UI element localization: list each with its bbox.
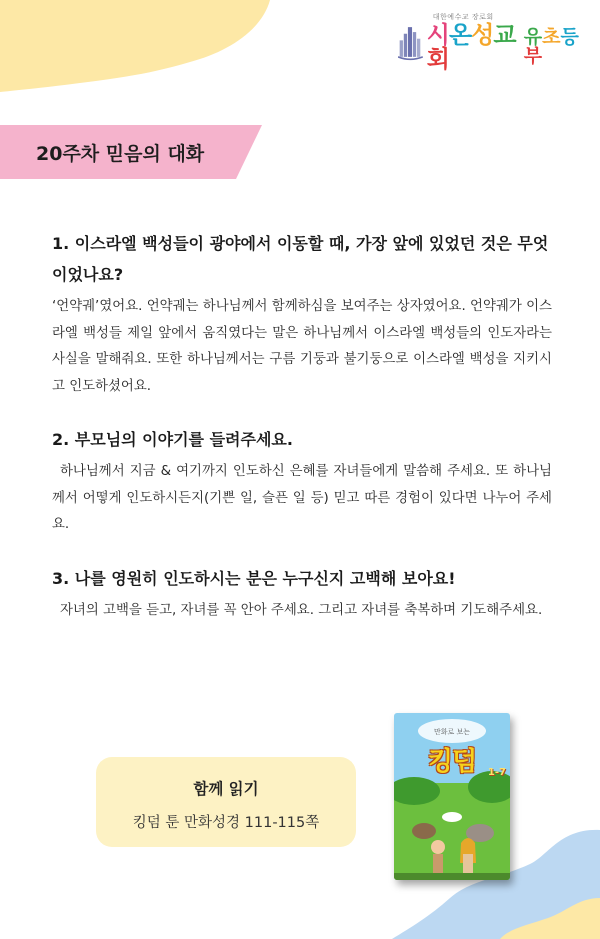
question-block-3 (52, 563, 552, 625)
book-cover-image (394, 713, 510, 880)
answer-2: 하나님께서 지금 & 여기까지 인도하신 은혜를 자녀들에게 말씀해 주세요. 또 하나님께서 어떻게 인도하시든지(기쁜 일, 슬픈 일 등) 믿고 따른 경험이 있다면 나누어 주세요. (52, 464, 552, 532)
conversation-content (52, 228, 552, 648)
book-volume: 1-7 (487, 767, 506, 778)
page-title: 20주차 믿음의 대화 (36, 143, 205, 165)
book-small-title: 만화로 보는 (433, 728, 471, 736)
church-logo (398, 12, 584, 73)
title-banner (0, 125, 262, 179)
question-1: 1. 이스라엘 백성들이 광야에서 이동할 때, 가장 앞에 있었던 것은 무엇이었나요? (52, 234, 549, 284)
logo-church-name: 시온성교회 (426, 20, 516, 73)
logo-department: 유초등부 (523, 25, 579, 67)
answer-1: ‘언약궤’였어요. 언약궤는 하나님께서 함께하심을 보여주는 상자였어요. 언약궤가 이스라엘 백성들 제일 앞에서 움직였다는 말은 하나님께서 이스라엘 백성들의 인도자라는 사실을 말해줘요. 또한 하나님께서는 구름 기둥과 불기둥으로 이스라엘 백성을 지키시고 인도하셨어요. (52, 299, 552, 394)
logo-subtitle: 대한예수교 장로회 (432, 12, 494, 21)
book-title: 킹덤 (427, 747, 477, 777)
question-block-1 (52, 228, 552, 400)
answer-3: 자녀의 고백을 듣고, 자녀를 꼭 안아 주세요. 그리고 자녀를 축복하며 기도해주세요. (60, 602, 543, 618)
question-3: 3. 나를 영원히 인도하시는 분은 누구신지 고백해 보아요! (52, 568, 456, 588)
church-buildings-icon (398, 20, 423, 64)
question-block-2 (52, 424, 552, 539)
reading-title: 함께 읽기 (193, 780, 259, 798)
reading-reference: 킹덤 툰 만화성경 111-115쪽 (132, 815, 320, 831)
reading-box (96, 757, 356, 847)
question-2: 2. 부모님의 이야기를 들려주세요. (52, 430, 293, 449)
book-cover-illustration (394, 713, 510, 880)
